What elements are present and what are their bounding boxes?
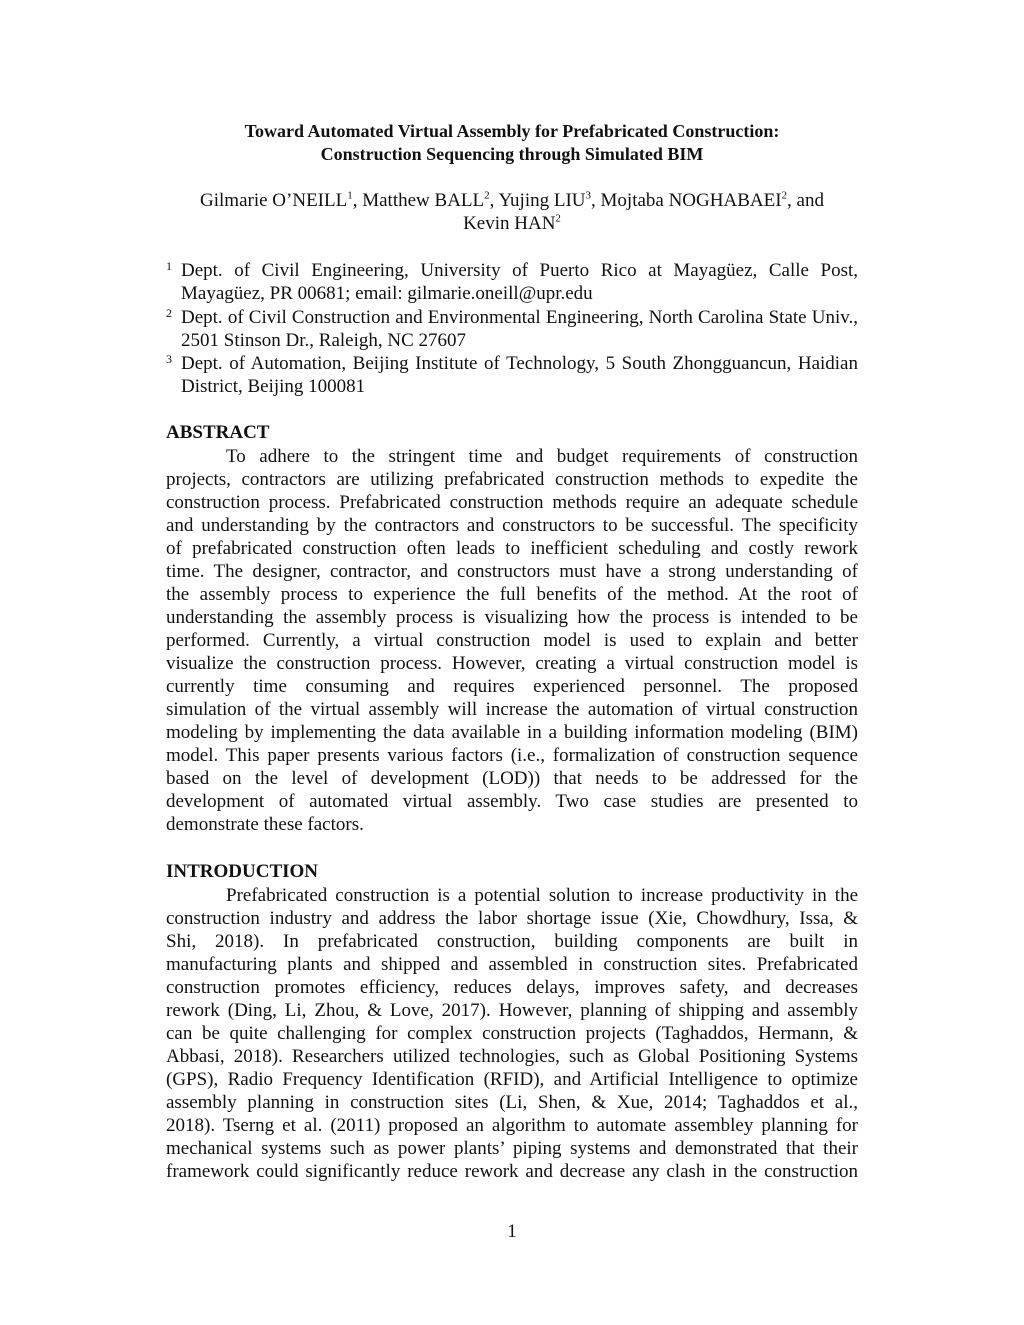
abstract-body bbox=[166, 445, 858, 836]
text-line: To adhere to the stringent time and budget requirements of construction bbox=[226, 446, 858, 467]
text-line: can be quite challenging for complex construction projects (Taghaddos, Hermann, & bbox=[166, 1023, 858, 1044]
author-list bbox=[166, 189, 858, 235]
text-line: model. This paper presents various factors (i.e., formalization of construction sequence bbox=[166, 745, 858, 766]
text-line: performed. Currently, a virtual construction model is used to explain and better bbox=[166, 630, 858, 651]
page-number: 1 bbox=[507, 1221, 517, 1242]
author-name: Mojtaba NOGHABAEI bbox=[600, 190, 782, 211]
text-line: modeling by implementing the data available in a building information modeling (BIM) bbox=[166, 722, 858, 743]
text-line: rework (Ding, Li, Zhou, & Love, 2017). However, planning of shipping and assembly bbox=[166, 1000, 858, 1021]
introduction-body bbox=[166, 884, 858, 1183]
author-name: Kevin HAN bbox=[463, 213, 556, 234]
text-line: the assembly process to experience the full benefits of the method. At the root of bbox=[166, 584, 858, 605]
text-line: time. The designer, contractor, and constructors must have a strong understanding of bbox=[166, 561, 858, 582]
author-affiliation-mark: 3 bbox=[585, 189, 592, 202]
text-line: (GPS), Radio Frequency Identification (RFID), and Artificial Intelligence to optimize bbox=[166, 1069, 858, 1090]
affiliation-number: 3 bbox=[166, 352, 172, 366]
affiliation-number: 2 bbox=[166, 306, 172, 320]
author-affiliation-mark: 2 bbox=[484, 189, 490, 202]
text-line: manufacturing plants and shipped and assembled in construction sites. Prefabricated bbox=[166, 954, 858, 975]
paper-title bbox=[166, 120, 858, 166]
text-line: development of automated virtual assembly. Two case studies are presented to bbox=[166, 791, 858, 812]
text-line: demonstrate these factors. bbox=[166, 814, 364, 835]
affiliation-text: Dept. of Automation, Beijing Institute of Technology, 5 South Zhongguancun, Haidian District, Beijing 100081 bbox=[181, 353, 858, 397]
text-line: of prefabricated construction often leads to inefficient scheduling and costly rework bbox=[166, 538, 858, 559]
author-separator: , bbox=[489, 190, 499, 211]
affiliation bbox=[166, 306, 858, 352]
text-line: construction promotes efficiency, reduces delays, improves safety, and decreases bbox=[166, 977, 858, 998]
title-line: Construction Sequencing through Simulated BIM bbox=[320, 144, 704, 164]
author-name: Yujing LIU bbox=[498, 190, 586, 211]
text-line: projects, contractors are utilizing prefabricated construction methods to expedite the bbox=[166, 469, 858, 490]
affiliation bbox=[166, 352, 858, 398]
author-separator: , bbox=[352, 190, 363, 211]
author-separator: , bbox=[591, 190, 601, 211]
text-line: mechanical systems such as power plants’ piping systems and demonstrated that their bbox=[166, 1138, 858, 1159]
title-line: Toward Automated Virtual Assembly for Prefabricated Construction: bbox=[244, 121, 780, 141]
text-line: currently time consuming and requires experienced personnel. The proposed bbox=[166, 676, 858, 697]
author-affiliation-mark: 2 bbox=[781, 189, 788, 202]
text-line: based on the level of development (LOD)) that needs to be addressed for the bbox=[166, 768, 858, 789]
text-line: construction process. Prefabricated construction methods require an adequate schedule bbox=[166, 492, 858, 513]
affiliation-text: Dept. of Civil Engineering, University of Puerto Rico at Mayagüez, Calle Post, Mayagüez, PR 00681; email: gilmarie.oneill@upr.edu bbox=[181, 260, 858, 304]
text-line: Shi, 2018). In prefabricated construction, building components are built in bbox=[166, 931, 858, 952]
author-affiliation-mark: 1 bbox=[347, 189, 353, 202]
text-line: construction industry and address the labor shortage issue (Xie, Chowdhury, Issa, & bbox=[166, 908, 858, 929]
author-name: Gilmarie O’NEILL bbox=[200, 190, 348, 211]
text-line: understanding the assembly process is visualizing how the process is intended to be bbox=[166, 607, 858, 628]
text-line: and understanding by the contractors and constructors to be successful. The specificity bbox=[166, 515, 858, 536]
text-line: simulation of the virtual assembly will increase the automation of virtual construction bbox=[166, 699, 858, 720]
text-line: assembly planning in construction sites (Li, Shen, & Xue, 2014; Taghaddos et al., bbox=[166, 1092, 858, 1113]
author-affiliation-mark: 2 bbox=[555, 212, 561, 225]
author-name: Matthew BALL bbox=[362, 190, 485, 211]
affiliation-number: 1 bbox=[166, 259, 172, 273]
author-separator: , and bbox=[787, 190, 824, 211]
affiliation bbox=[166, 259, 858, 305]
affiliation-text: Dept. of Civil Construction and Environmental Engineering, North Carolina State Univ., 2501 Stinson Dr., Raleigh, NC 27607 bbox=[181, 307, 858, 351]
text-line: 2018). Tserng et al. (2011) proposed an algorithm to automate assembley planning for bbox=[166, 1115, 858, 1136]
text-line: framework could significantly reduce rework and decrease any clash in the construction bbox=[166, 1161, 858, 1182]
text-line: visualize the construction process. However, creating a virtual construction model is bbox=[166, 653, 858, 674]
abstract-heading: ABSTRACT bbox=[166, 422, 270, 443]
introduction-heading: INTRODUCTION bbox=[166, 861, 319, 882]
text-line: Abbasi, 2018). Researchers utilized technologies, such as Global Positioning Systems bbox=[166, 1046, 858, 1067]
text-line: Prefabricated construction is a potential solution to increase productivity in the bbox=[226, 885, 858, 906]
